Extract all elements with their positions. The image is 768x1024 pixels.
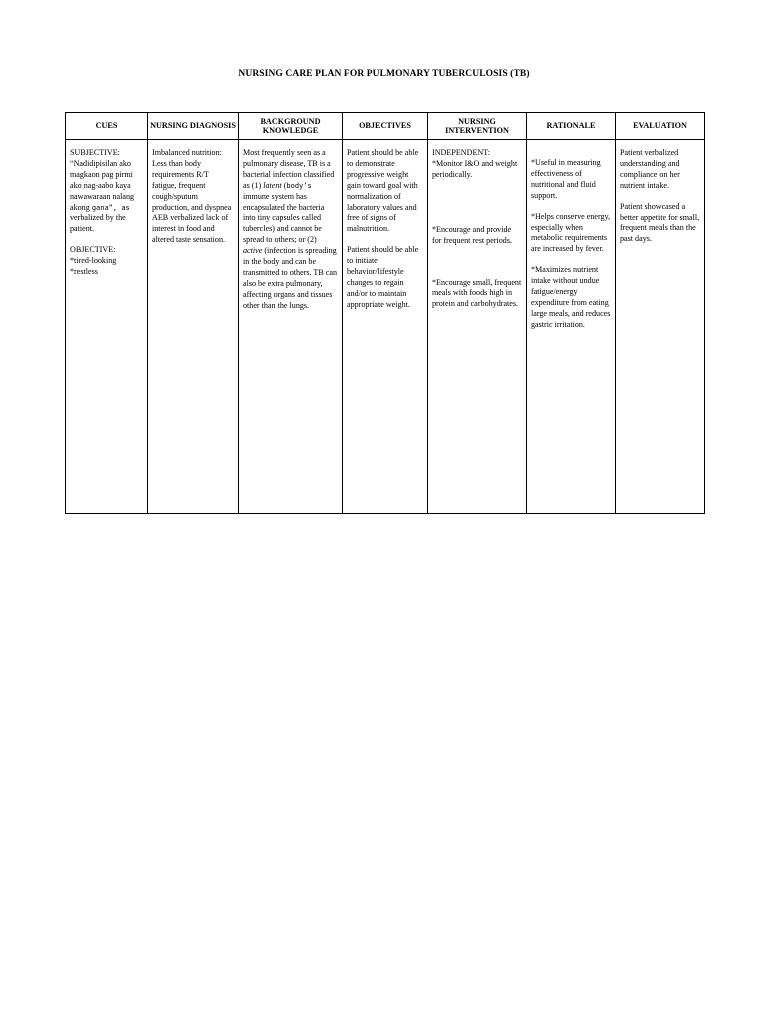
rationale-2: *Helps conserve energy, especially when metabolic requirements are increased by fever. (531, 211, 611, 254)
header-background-knowledge: BACKGROUND KNOWLEDGE (239, 113, 343, 140)
subjective-label: SUBJECTIVE: (70, 148, 120, 157)
rationale-3: *Maximizes nutrient intake without undue fatigue/energy expenditure from eating large meals, and reduces gastric irritation. (531, 265, 611, 329)
active-term: active (243, 246, 263, 256)
header-cues: CUES (66, 113, 148, 140)
subjective-attribution: verbalized by the patient. (70, 213, 126, 234)
document-title: NURSING CARE PLAN FOR PULMONARY TUBERCULOSIS (TB) (238, 69, 530, 79)
objective-2: Patient should be able to initiate behavior/lifestyle changes to regain and/or to maintain appropriate weight. (347, 245, 419, 309)
objectives-cell (343, 140, 428, 514)
evaluation-cell (616, 140, 705, 514)
header-objectives: OBJECTIVES (343, 113, 428, 140)
header-nursing-diagnosis: NURSING DIAGNOSIS (148, 113, 239, 140)
rationale-1: *Useful in measuring effectiveness of nutritional and fluid support. (531, 158, 601, 200)
objective-cue-2: *restless (70, 267, 98, 277)
header-row (66, 113, 705, 140)
evaluation-2: Patient showcased a better appetite for small, frequent meals than the past days. (620, 201, 700, 244)
header-rationale: RATIONALE (527, 113, 616, 140)
subjective-quote: “Nadidipisilan ako magkaon pag pirmi ako nag-aabo kaya nawawaraan nalang akong (70, 158, 135, 212)
latent-term: latent (263, 180, 282, 190)
background-cell: Most frequently seen as a pulmonary disease, TB is a bacterial infection classified as (1) latent (body’s immune system has encapsulated the bacteria into tiny capsules called tubercles) and cannot be spread to others; or (2) active (infection is spreading in the body and can be transmitted to others. TB can also be extra pulmonary, affecting organs and tissues other than the lungs. (239, 140, 343, 514)
intervention-1: *Monitor I&O and weight periodically. (432, 158, 518, 179)
care-plan-table (65, 112, 705, 514)
header-evaluation: EVALUATION (616, 113, 705, 140)
diagnosis-cell: Imbalanced nutrition: Less than body requirements R/T fatigue, frequent cough/sputum production, and dyspnea AEB verbalized lack of interest in food and altered taste sensation. (148, 140, 239, 514)
objective-label: OBJECTIVE: (70, 245, 116, 255)
intervention-label: INDEPENDENT: (432, 148, 491, 157)
rationale-cell (527, 140, 616, 514)
evaluation-1: Patient verbalized understanding and compliance on her nutrient intake. (620, 148, 680, 190)
table-row (66, 140, 705, 514)
header-nursing-intervention: NURSING INTERVENTION (428, 113, 527, 140)
intervention-2: *Encourage and provide for frequent rest periods. (432, 224, 513, 245)
cues-cell (66, 140, 148, 514)
intervention-3: *Encourage small, frequent meals with foods high in protein and carbohydrates. (432, 277, 522, 309)
objective-1: Patient should be able to demonstrate progressive weight gain toward goal with normalization of laboratory values and free of signs of malnutrition. (347, 148, 419, 234)
subjective-quote-end: gana”, as (91, 203, 130, 212)
objective-cue-1: *tired-looking (70, 256, 117, 266)
intervention-cell (428, 140, 527, 514)
